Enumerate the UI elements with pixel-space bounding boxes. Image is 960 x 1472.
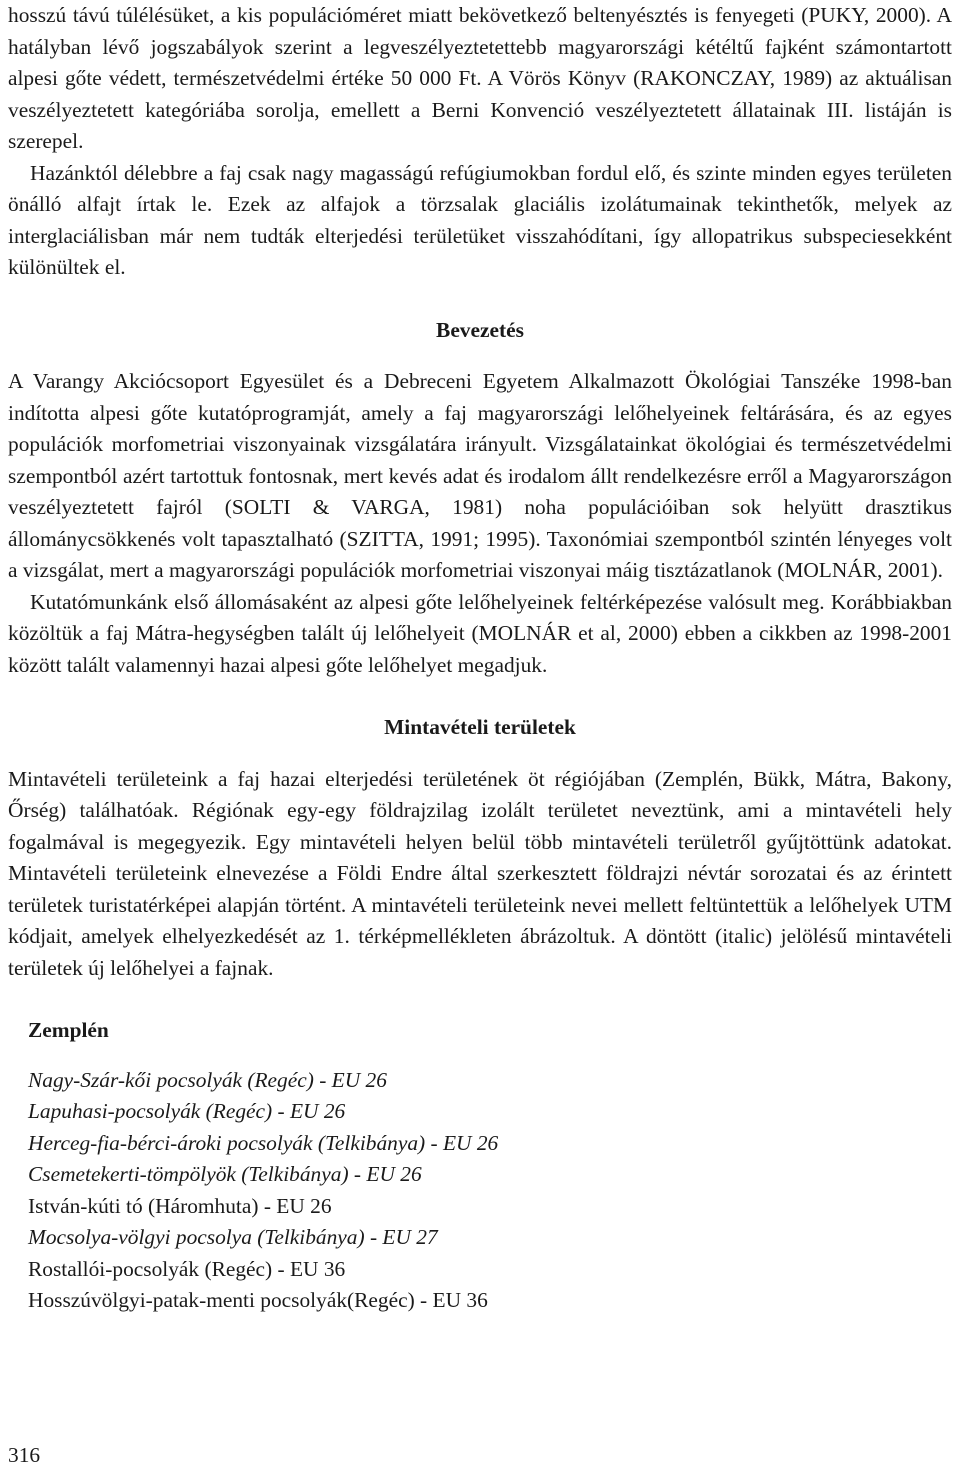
section-title-mintaveteli: Mintavételi területek (384, 715, 576, 739)
region-title-zemplen: Zemplén (28, 1018, 109, 1042)
site-item: Rostallói-pocsolyák (Regéc) - EU 36 (28, 1256, 346, 1281)
site-item: István-kúti tó (Háromhuta) - EU 26 (28, 1193, 332, 1218)
site-item: Csemetekerti-tömpölyök (Telkibánya) - EU 26 (28, 1162, 422, 1186)
mintaveteli-paragraph: Mintavételi területeink a faj hazai elterjedési területének öt régiójában (Zemplén, Bükk, Mátra, Bakony, Őrség) találhatóak. Régiónak egy-egy földrajzilag izolált területet neveztünk, ami a mintavételi hely fogalmával is megegyezik. Egy mintavételi helyen belül több mintavételi területről gyűjtöttünk adatokat. Mintavételi területeink elnevezése a Földi Endre által szerkesztett földrajzi névtár sorozatai és az érintett területek turistatérképei alapján történt. A mintavételi területeink nevei mellett feltüntettük a lelőhelyek UTM kódjait, amelyek elhelyezkedését az 1. térképmellékleten ábrázoltuk. A döntött (italic) jelölésű mintavételi területek új lelőhelyei a fajnak. (8, 766, 952, 980)
site-item: Hosszúvölgyi-patak-menti pocsolyák(Regéc) - EU 36 (28, 1288, 488, 1312)
page-number: 316 (8, 1443, 41, 1467)
bevezetes-paragraph-2: Kutatómunkánk első állomásaként az alpesi gőte lelőhelyeinek feltérképezése valósult meg. Korábbiakban közöltük a faj Mátra-hegységben talált új lelőhelyeit (MOLNÁR et al, 2000) ebben a cikkben az 1998-2001 között talált valamennyi hazai alpesi gőte lelőhelyet megadjuk. (8, 589, 952, 677)
intro-paragraph-1: hosszú távú túlélésüket, a kis populációméret miatt bekövetkező beltenyésztés is fenyegeti (PUKY, 2000). A hatályban lévő jogszabályok szerint a legveszélyeztetettebb magyarországi kétéltű fajként számontartott alpesi gőte védett, természetvédelmi értéke 50 000 Ft. A Vörös Könyv (RAKONCZAY, 1989) az aktuálisan veszélyeztetett kategóriába sorolja, emellett a Berni Konvenció veszélyeztetett állatainak III. listáján is szerepel. (8, 3, 952, 153)
site-item: Herceg-fia-bérci-ároki pocsolyák (Telkibánya) - EU 26 (28, 1130, 499, 1155)
zemplen-site-list (8, 1065, 952, 1317)
page-body (8, 0, 952, 1317)
intro-paragraph-2: Hazánktól délebbre a faj csak nagy magasságú refúgiumokban fordul elő, és szinte minden egyes területen önálló alfajt írtak le. Ezek az alfajok a törzsalak glaciális izolátumainak tekinthetők, melyek az interglaciálisban már nem tudták elterjedési területüket visszahódítani, így allopatrikus subspeciesekként különültek el. (8, 160, 952, 279)
site-item: Mocsolya-völgyi pocsolya (Telkibánya) - EU 27 (28, 1225, 438, 1249)
bevezetes-paragraph-1: A Varangy Akciócsoport Egyesület és a Debreceni Egyetem Alkalmazott Ökológiai Tanszéke 1998-ban indította alpesi gőte kutatóprogramját, amely a faj magyarországi lelőhelyeinek feltárására, és az egyes populációk morfometriai viszonyainak vizsgálatára irányult. Vizsgálatainkat ökológiai és természetvédelmi szempontból azért tartottuk fontosnak, mert kevés adat és irodalom állt rendelkezésre erről a Magyarországon veszélyeztetett fajról (SOLTI & VARGA, 1981) noha populációiban sok helyütt drasztikus állománycsökkenés volt tapasztalható (SZITTA, 1991; 1995). Taxonómiai szempontból szintén lényeges volt a vizsgálat, mert a magyarországi populációk morfometriai viszonyai máig tisztázatlanok (MOLNÁR, 2001). (8, 369, 952, 582)
section-title-bevezetes: Bevezetés (436, 317, 524, 342)
site-item: Nagy-Szár-kői pocsolyák (Regéc) - EU 26 (28, 1067, 387, 1092)
site-item: Lapuhasi-pocsolyák (Regéc) - EU 26 (28, 1099, 346, 1123)
